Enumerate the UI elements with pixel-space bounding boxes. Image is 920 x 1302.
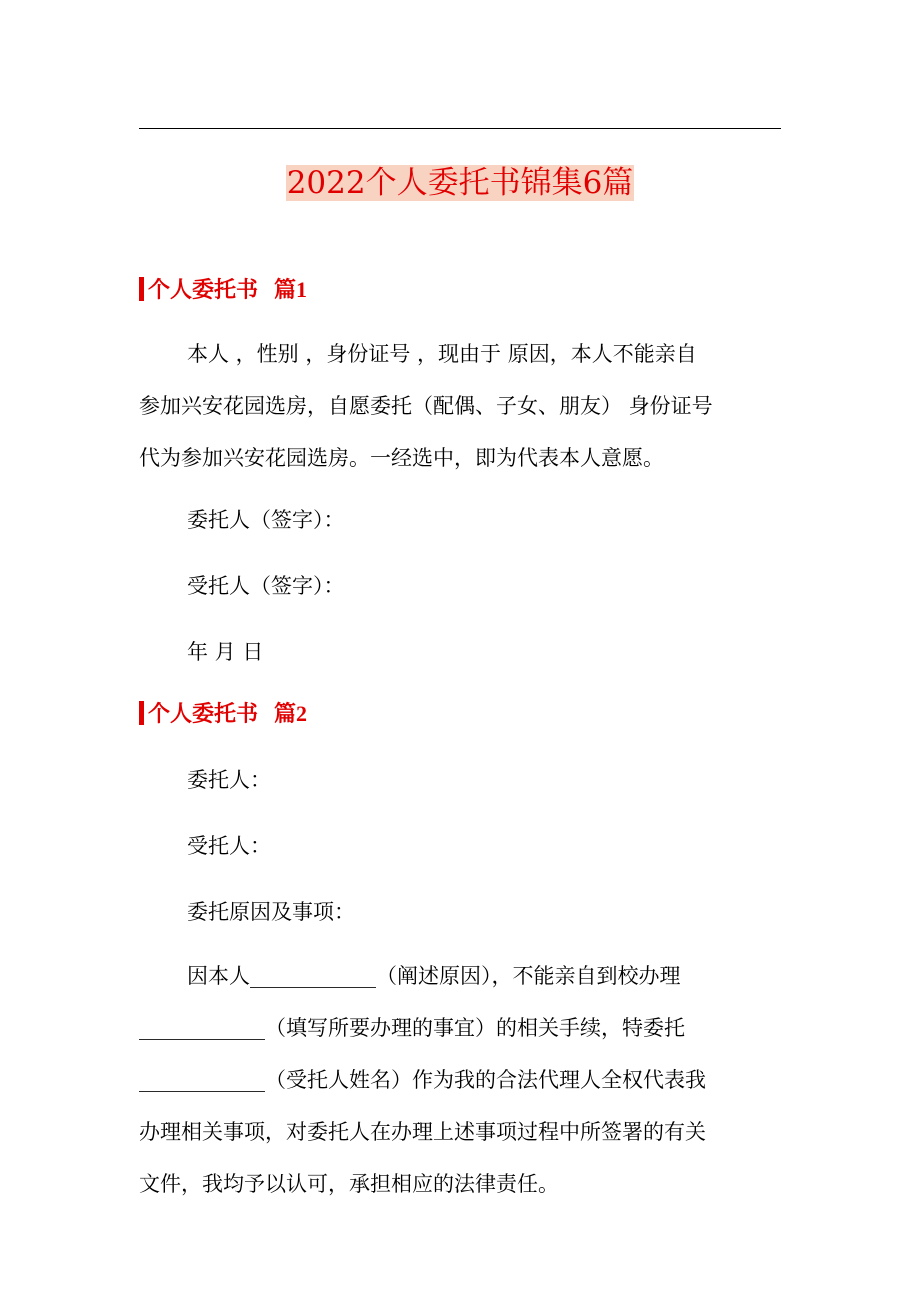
principal-signature-line: 委托人（签字）： <box>187 508 345 532</box>
section-heading-1 <box>139 274 307 306</box>
date-line: 年 月 日 <box>187 640 264 664</box>
page-title <box>0 160 920 206</box>
section-2-fields <box>139 754 781 938</box>
reason-field: 委托原因及事项： <box>187 900 355 924</box>
paragraph-line: ____________（受托人姓名）作为我的合法代理人全权代表我 <box>139 1068 706 1092</box>
paragraph-line: 因本人____________（阐述原因），不能亲自到校办理 <box>187 964 681 988</box>
paragraph-line: 参加兴安花园选房，自愿委托（配偶、子女、朋友） 身份证号 <box>139 394 713 418</box>
paragraph-line: 办理相关事项，对委托人在办理上述事项过程中所签署的有关 <box>139 1120 706 1144</box>
paragraph-line: ____________（填写所要办理的事宜）的相关手续，特委托 <box>139 1016 685 1040</box>
paragraph-line: 代为参加兴安花园选房。一经选中，即为代表本人意愿。 <box>139 446 664 470</box>
section-heading-number: 篇2 <box>274 701 308 726</box>
section-heading-label: 个人委托书 <box>148 277 259 303</box>
section-heading-label: 个人委托书 <box>148 701 259 727</box>
paragraph-line: 文件，我均予以认可，承担相应的法律责任。 <box>139 1172 559 1196</box>
page-title-text: 2022个人委托书锦集6篇 <box>286 165 634 201</box>
agent-signature-line: 受托人（签字）： <box>187 574 345 598</box>
top-rule <box>139 128 781 129</box>
heading-marker <box>139 277 144 301</box>
paragraph-line: 本人 ，性别 ，身份证号 ，现由于 原因，本人不能亲自 <box>187 342 697 366</box>
section-1-body <box>139 328 781 484</box>
section-2-body <box>139 950 781 1210</box>
agent-field: 受托人： <box>187 834 271 858</box>
principal-field: 委托人： <box>187 768 271 792</box>
signature-block-1 <box>139 494 781 678</box>
heading-marker <box>139 701 144 725</box>
section-heading-2 <box>139 698 307 730</box>
section-heading-number: 篇1 <box>274 277 308 302</box>
